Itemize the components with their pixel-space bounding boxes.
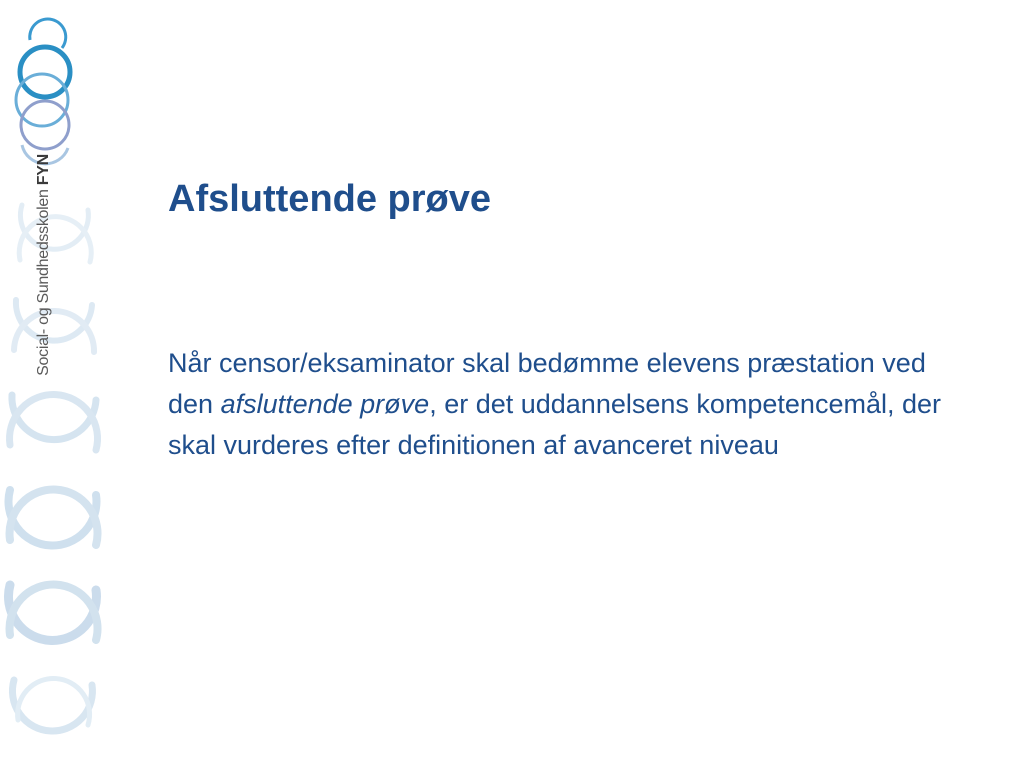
- slide-body: [168, 343, 958, 466]
- decorative-band: [0, 0, 110, 768]
- logo-name-bold: FYN: [35, 154, 52, 186]
- body-text-italic: afsluttende prøve: [220, 389, 430, 419]
- ring-pattern-graphic: [0, 0, 110, 768]
- logo-name-regular: Social- og Sundhedsskolen: [35, 189, 52, 376]
- body-text-part2: , er det uddannelsens kompetencemål, der skal vurderes efter definitionen af avanceret niveau: [168, 389, 942, 460]
- slide-title: Afsluttende prøve: [168, 178, 492, 220]
- body-text-part1: Når censor/eksaminator skal bedømme elevens præstation ved den: [168, 348, 926, 419]
- logo-wordmark: [35, 154, 53, 376]
